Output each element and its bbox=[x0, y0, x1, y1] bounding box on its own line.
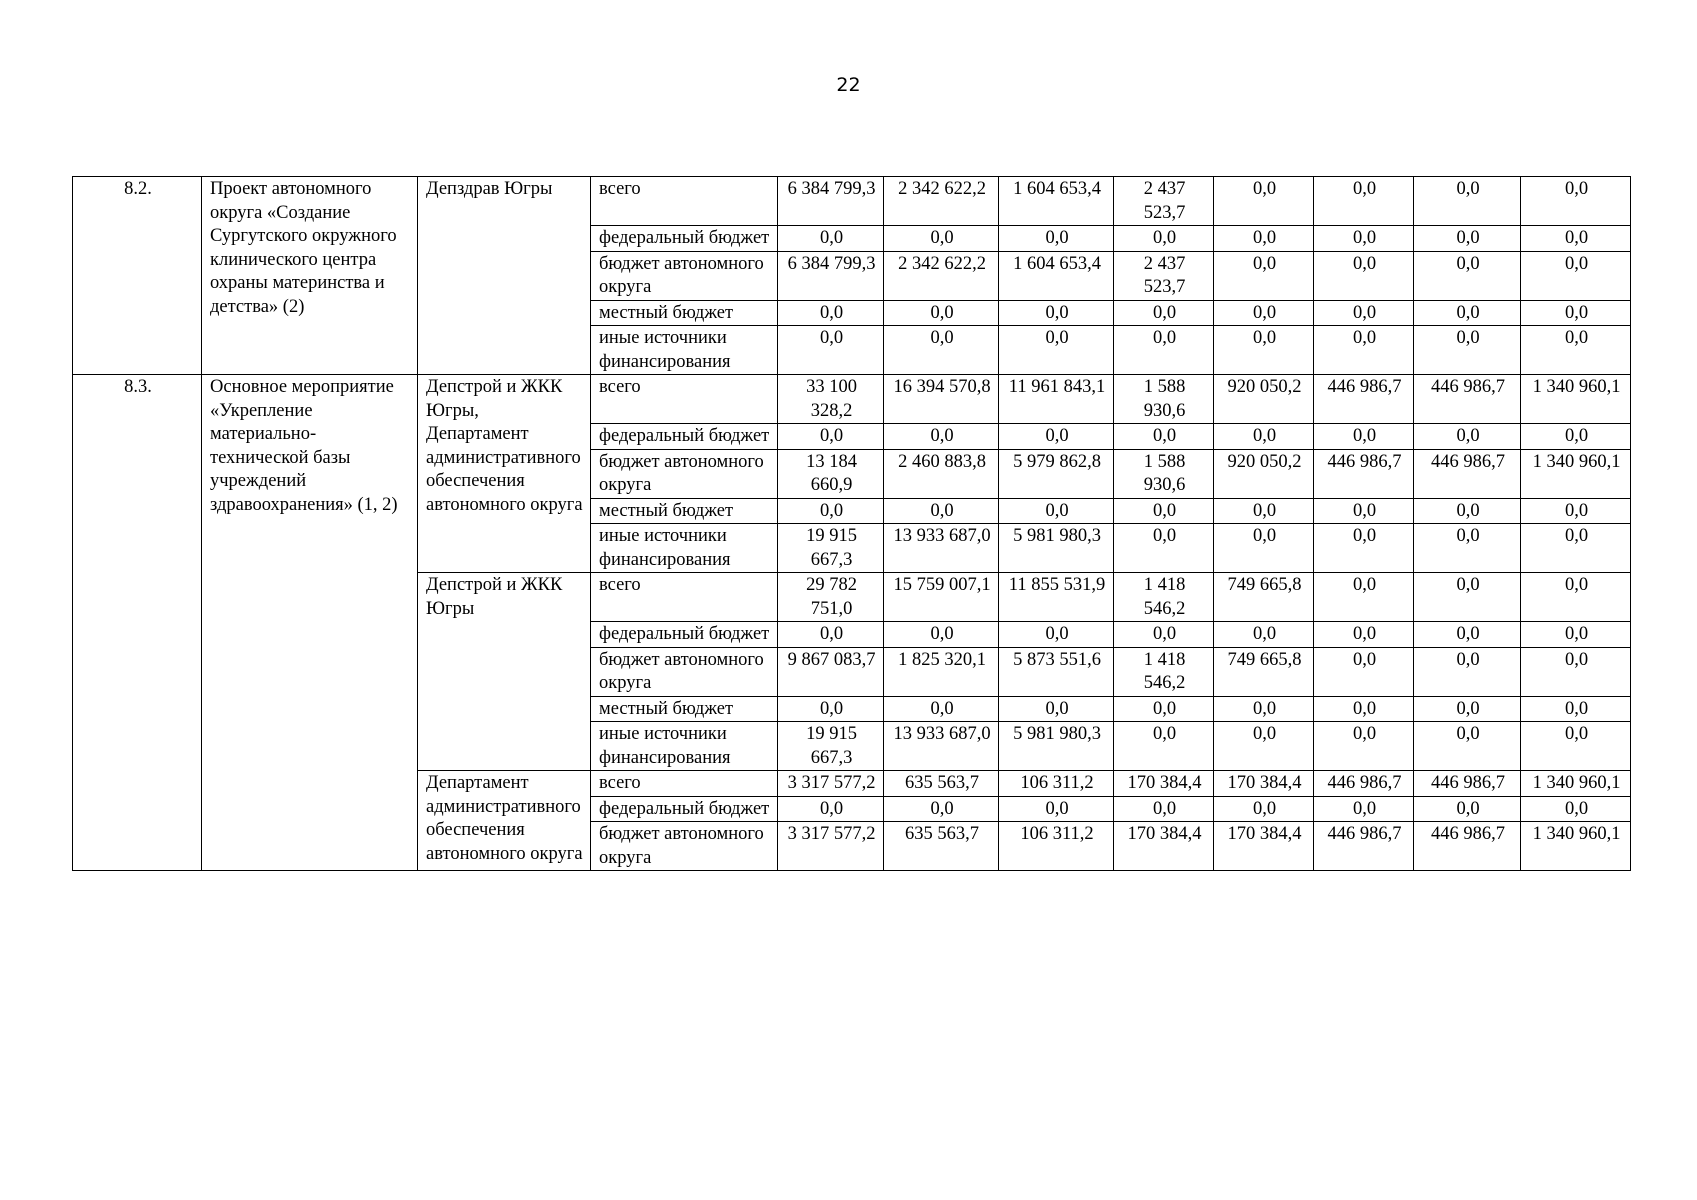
amount-cell: 0,0 bbox=[999, 796, 1114, 822]
amount-cell: 1 588 930,6 bbox=[1114, 449, 1214, 498]
amount-cell: 170 384,4 bbox=[1214, 822, 1314, 871]
amount-cell: 2 437 523,7 bbox=[1114, 177, 1214, 226]
amount-cell: 0,0 bbox=[1214, 226, 1314, 252]
funding-source: бюджет автономного округа bbox=[591, 822, 778, 871]
amount-cell: 11 961 843,1 bbox=[999, 375, 1114, 424]
amount-cell: 0,0 bbox=[1314, 498, 1414, 524]
amount-cell: 0,0 bbox=[1114, 300, 1214, 326]
amount-cell: 446 986,7 bbox=[1314, 375, 1414, 424]
amount-cell: 0,0 bbox=[1521, 326, 1631, 375]
amount-cell: 1 340 960,1 bbox=[1521, 449, 1631, 498]
amount-cell: 2 342 622,2 bbox=[884, 251, 999, 300]
amount-cell: 0,0 bbox=[1214, 424, 1314, 450]
amount-cell: 0,0 bbox=[999, 622, 1114, 648]
amount-cell: 0,0 bbox=[884, 226, 999, 252]
amount-cell: 1 340 960,1 bbox=[1521, 375, 1631, 424]
funding-source: всего bbox=[591, 177, 778, 226]
amount-cell: 446 986,7 bbox=[1314, 822, 1414, 871]
amount-cell: 446 986,7 bbox=[1414, 449, 1521, 498]
amount-cell: 920 050,2 bbox=[1214, 449, 1314, 498]
amount-cell: 0,0 bbox=[1214, 300, 1314, 326]
amount-cell: 1 604 653,4 bbox=[999, 177, 1114, 226]
amount-cell: 0,0 bbox=[1314, 722, 1414, 771]
amount-cell: 3 317 577,2 bbox=[778, 822, 884, 871]
amount-cell: 0,0 bbox=[778, 226, 884, 252]
amount-cell: 0,0 bbox=[1114, 796, 1214, 822]
amount-cell: 1 340 960,1 bbox=[1521, 822, 1631, 871]
amount-cell: 446 986,7 bbox=[1414, 375, 1521, 424]
amount-cell: 1 340 960,1 bbox=[1521, 771, 1631, 797]
funding-source: федеральный бюджет bbox=[591, 226, 778, 252]
amount-cell: 11 855 531,9 bbox=[999, 573, 1114, 622]
amount-cell: 0,0 bbox=[999, 326, 1114, 375]
amount-cell: 1 418 546,2 bbox=[1114, 647, 1214, 696]
amount-cell: 13 933 687,0 bbox=[884, 524, 999, 573]
amount-cell: 0,0 bbox=[1521, 524, 1631, 573]
amount-cell: 0,0 bbox=[1214, 696, 1314, 722]
amount-cell: 0,0 bbox=[1521, 498, 1631, 524]
amount-cell: 0,0 bbox=[1314, 622, 1414, 648]
amount-cell: 0,0 bbox=[1414, 326, 1521, 375]
amount-cell: 0,0 bbox=[778, 622, 884, 648]
amount-cell: 0,0 bbox=[1114, 524, 1214, 573]
amount-cell: 0,0 bbox=[1414, 573, 1521, 622]
amount-cell: 0,0 bbox=[1314, 647, 1414, 696]
amount-cell: 0,0 bbox=[1414, 696, 1521, 722]
amount-cell: 6 384 799,3 bbox=[778, 251, 884, 300]
executor-cell: Депстрой и ЖКК Югры bbox=[418, 573, 591, 771]
amount-cell: 0,0 bbox=[884, 498, 999, 524]
amount-cell: 0,0 bbox=[1114, 498, 1214, 524]
amount-cell: 0,0 bbox=[1521, 722, 1631, 771]
amount-cell: 0,0 bbox=[1314, 251, 1414, 300]
amount-cell: 0,0 bbox=[884, 696, 999, 722]
amount-cell: 0,0 bbox=[1521, 300, 1631, 326]
amount-cell: 15 759 007,1 bbox=[884, 573, 999, 622]
amount-cell: 0,0 bbox=[1521, 177, 1631, 226]
amount-cell: 0,0 bbox=[1214, 177, 1314, 226]
amount-cell: 6 384 799,3 bbox=[778, 177, 884, 226]
funding-source: иные источники финансирования bbox=[591, 722, 778, 771]
amount-cell: 5 981 980,3 bbox=[999, 722, 1114, 771]
amount-cell: 0,0 bbox=[999, 696, 1114, 722]
amount-cell: 106 311,2 bbox=[999, 771, 1114, 797]
amount-cell: 446 986,7 bbox=[1414, 822, 1521, 871]
amount-cell: 0,0 bbox=[1214, 326, 1314, 375]
funding-source: иные источники финансирования bbox=[591, 326, 778, 375]
amount-cell: 0,0 bbox=[1114, 424, 1214, 450]
amount-cell: 0,0 bbox=[1314, 524, 1414, 573]
table-row bbox=[73, 177, 1631, 226]
section-name: Основное мероприятие «Укрепление материально-технической базы учреждений здравоохранения» (1, 2) bbox=[202, 375, 418, 871]
amount-cell: 16 394 570,8 bbox=[884, 375, 999, 424]
amount-cell: 0,0 bbox=[1414, 722, 1521, 771]
amount-cell: 0,0 bbox=[1414, 300, 1521, 326]
funding-source: бюджет автономного округа bbox=[591, 251, 778, 300]
funding-source: всего bbox=[591, 771, 778, 797]
amount-cell: 635 563,7 bbox=[884, 771, 999, 797]
section-number: 8.2. bbox=[73, 177, 202, 375]
amount-cell: 0,0 bbox=[1521, 573, 1631, 622]
amount-cell: 5 979 862,8 bbox=[999, 449, 1114, 498]
amount-cell: 29 782 751,0 bbox=[778, 573, 884, 622]
amount-cell: 3 317 577,2 bbox=[778, 771, 884, 797]
amount-cell: 0,0 bbox=[1414, 226, 1521, 252]
executor-cell: Департамент административного обеспечения автономного округа bbox=[418, 771, 591, 871]
amount-cell: 0,0 bbox=[999, 226, 1114, 252]
financing-table bbox=[72, 176, 1631, 871]
amount-cell: 446 986,7 bbox=[1314, 449, 1414, 498]
amount-cell: 0,0 bbox=[1521, 696, 1631, 722]
amount-cell: 446 986,7 bbox=[1314, 771, 1414, 797]
amount-cell: 0,0 bbox=[1521, 796, 1631, 822]
amount-cell: 106 311,2 bbox=[999, 822, 1114, 871]
amount-cell: 446 986,7 bbox=[1414, 771, 1521, 797]
amount-cell: 5 981 980,3 bbox=[999, 524, 1114, 573]
amount-cell: 0,0 bbox=[1414, 796, 1521, 822]
amount-cell: 0,0 bbox=[1114, 326, 1214, 375]
executor-cell: Депздрав Югры bbox=[418, 177, 591, 375]
amount-cell: 0,0 bbox=[884, 622, 999, 648]
amount-cell: 749 665,8 bbox=[1214, 647, 1314, 696]
amount-cell: 2 437 523,7 bbox=[1114, 251, 1214, 300]
amount-cell: 920 050,2 bbox=[1214, 375, 1314, 424]
funding-source: федеральный бюджет bbox=[591, 622, 778, 648]
amount-cell: 0,0 bbox=[778, 696, 884, 722]
funding-source: всего bbox=[591, 573, 778, 622]
amount-cell: 0,0 bbox=[884, 424, 999, 450]
amount-cell: 635 563,7 bbox=[884, 822, 999, 871]
amount-cell: 2 342 622,2 bbox=[884, 177, 999, 226]
amount-cell: 0,0 bbox=[884, 326, 999, 375]
amount-cell: 0,0 bbox=[1214, 722, 1314, 771]
amount-cell: 0,0 bbox=[1314, 424, 1414, 450]
amount-cell: 0,0 bbox=[1214, 796, 1314, 822]
amount-cell: 0,0 bbox=[1214, 524, 1314, 573]
amount-cell: 0,0 bbox=[999, 300, 1114, 326]
amount-cell: 0,0 bbox=[884, 796, 999, 822]
table-row bbox=[73, 375, 1631, 424]
amount-cell: 170 384,4 bbox=[1114, 771, 1214, 797]
amount-cell: 0,0 bbox=[1114, 622, 1214, 648]
amount-cell: 0,0 bbox=[1314, 226, 1414, 252]
funding-source: местный бюджет bbox=[591, 300, 778, 326]
amount-cell: 0,0 bbox=[1314, 300, 1414, 326]
amount-cell: 19 915 667,3 bbox=[778, 524, 884, 573]
amount-cell: 1 588 930,6 bbox=[1114, 375, 1214, 424]
amount-cell: 9 867 083,7 bbox=[778, 647, 884, 696]
executor-cell: Депстрой и ЖКК Югры, Департамент административного обеспечения автономного округа bbox=[418, 375, 591, 573]
amount-cell: 0,0 bbox=[778, 300, 884, 326]
amount-cell: 1 418 546,2 bbox=[1114, 573, 1214, 622]
amount-cell: 0,0 bbox=[1414, 424, 1521, 450]
funding-source: местный бюджет bbox=[591, 498, 778, 524]
funding-source: федеральный бюджет bbox=[591, 424, 778, 450]
amount-cell: 0,0 bbox=[778, 796, 884, 822]
funding-source: бюджет автономного округа bbox=[591, 647, 778, 696]
amount-cell: 0,0 bbox=[1214, 622, 1314, 648]
amount-cell: 0,0 bbox=[778, 498, 884, 524]
amount-cell: 170 384,4 bbox=[1114, 822, 1214, 871]
amount-cell: 0,0 bbox=[1314, 796, 1414, 822]
amount-cell: 0,0 bbox=[1521, 424, 1631, 450]
amount-cell: 0,0 bbox=[1114, 722, 1214, 771]
funding-source: всего bbox=[591, 375, 778, 424]
amount-cell: 0,0 bbox=[1414, 177, 1521, 226]
amount-cell: 0,0 bbox=[1114, 696, 1214, 722]
amount-cell: 0,0 bbox=[1314, 696, 1414, 722]
funding-source: федеральный бюджет bbox=[591, 796, 778, 822]
amount-cell: 0,0 bbox=[1114, 226, 1214, 252]
amount-cell: 5 873 551,6 bbox=[999, 647, 1114, 696]
amount-cell: 0,0 bbox=[1414, 524, 1521, 573]
amount-cell: 749 665,8 bbox=[1214, 573, 1314, 622]
funding-source: бюджет автономного округа bbox=[591, 449, 778, 498]
amount-cell: 0,0 bbox=[1214, 251, 1314, 300]
amount-cell: 0,0 bbox=[1414, 498, 1521, 524]
funding-source: местный бюджет bbox=[591, 696, 778, 722]
amount-cell: 1 825 320,1 bbox=[884, 647, 999, 696]
amount-cell: 0,0 bbox=[1314, 573, 1414, 622]
amount-cell: 33 100 328,2 bbox=[778, 375, 884, 424]
funding-source: иные источники финансирования bbox=[591, 524, 778, 573]
amount-cell: 0,0 bbox=[1521, 226, 1631, 252]
amount-cell: 0,0 bbox=[1414, 647, 1521, 696]
amount-cell: 0,0 bbox=[778, 424, 884, 450]
amount-cell: 13 933 687,0 bbox=[884, 722, 999, 771]
amount-cell: 0,0 bbox=[1214, 498, 1314, 524]
amount-cell: 0,0 bbox=[1521, 622, 1631, 648]
amount-cell: 1 604 653,4 bbox=[999, 251, 1114, 300]
amount-cell: 0,0 bbox=[999, 498, 1114, 524]
amount-cell: 0,0 bbox=[1314, 326, 1414, 375]
amount-cell: 2 460 883,8 bbox=[884, 449, 999, 498]
amount-cell: 170 384,4 bbox=[1214, 771, 1314, 797]
section-name: Проект автономного округа «Создание Сургутского окружного клинического центра охраны материнства и детства» (2) bbox=[202, 177, 418, 375]
amount-cell: 0,0 bbox=[1414, 251, 1521, 300]
amount-cell: 0,0 bbox=[1314, 177, 1414, 226]
amount-cell: 0,0 bbox=[884, 300, 999, 326]
amount-cell: 0,0 bbox=[1414, 622, 1521, 648]
amount-cell: 0,0 bbox=[1521, 251, 1631, 300]
amount-cell: 0,0 bbox=[778, 326, 884, 375]
amount-cell: 13 184 660,9 bbox=[778, 449, 884, 498]
amount-cell: 19 915 667,3 bbox=[778, 722, 884, 771]
section-number: 8.3. bbox=[73, 375, 202, 871]
amount-cell: 0,0 bbox=[999, 424, 1114, 450]
page-number: 22 bbox=[836, 74, 861, 96]
amount-cell: 0,0 bbox=[1521, 647, 1631, 696]
